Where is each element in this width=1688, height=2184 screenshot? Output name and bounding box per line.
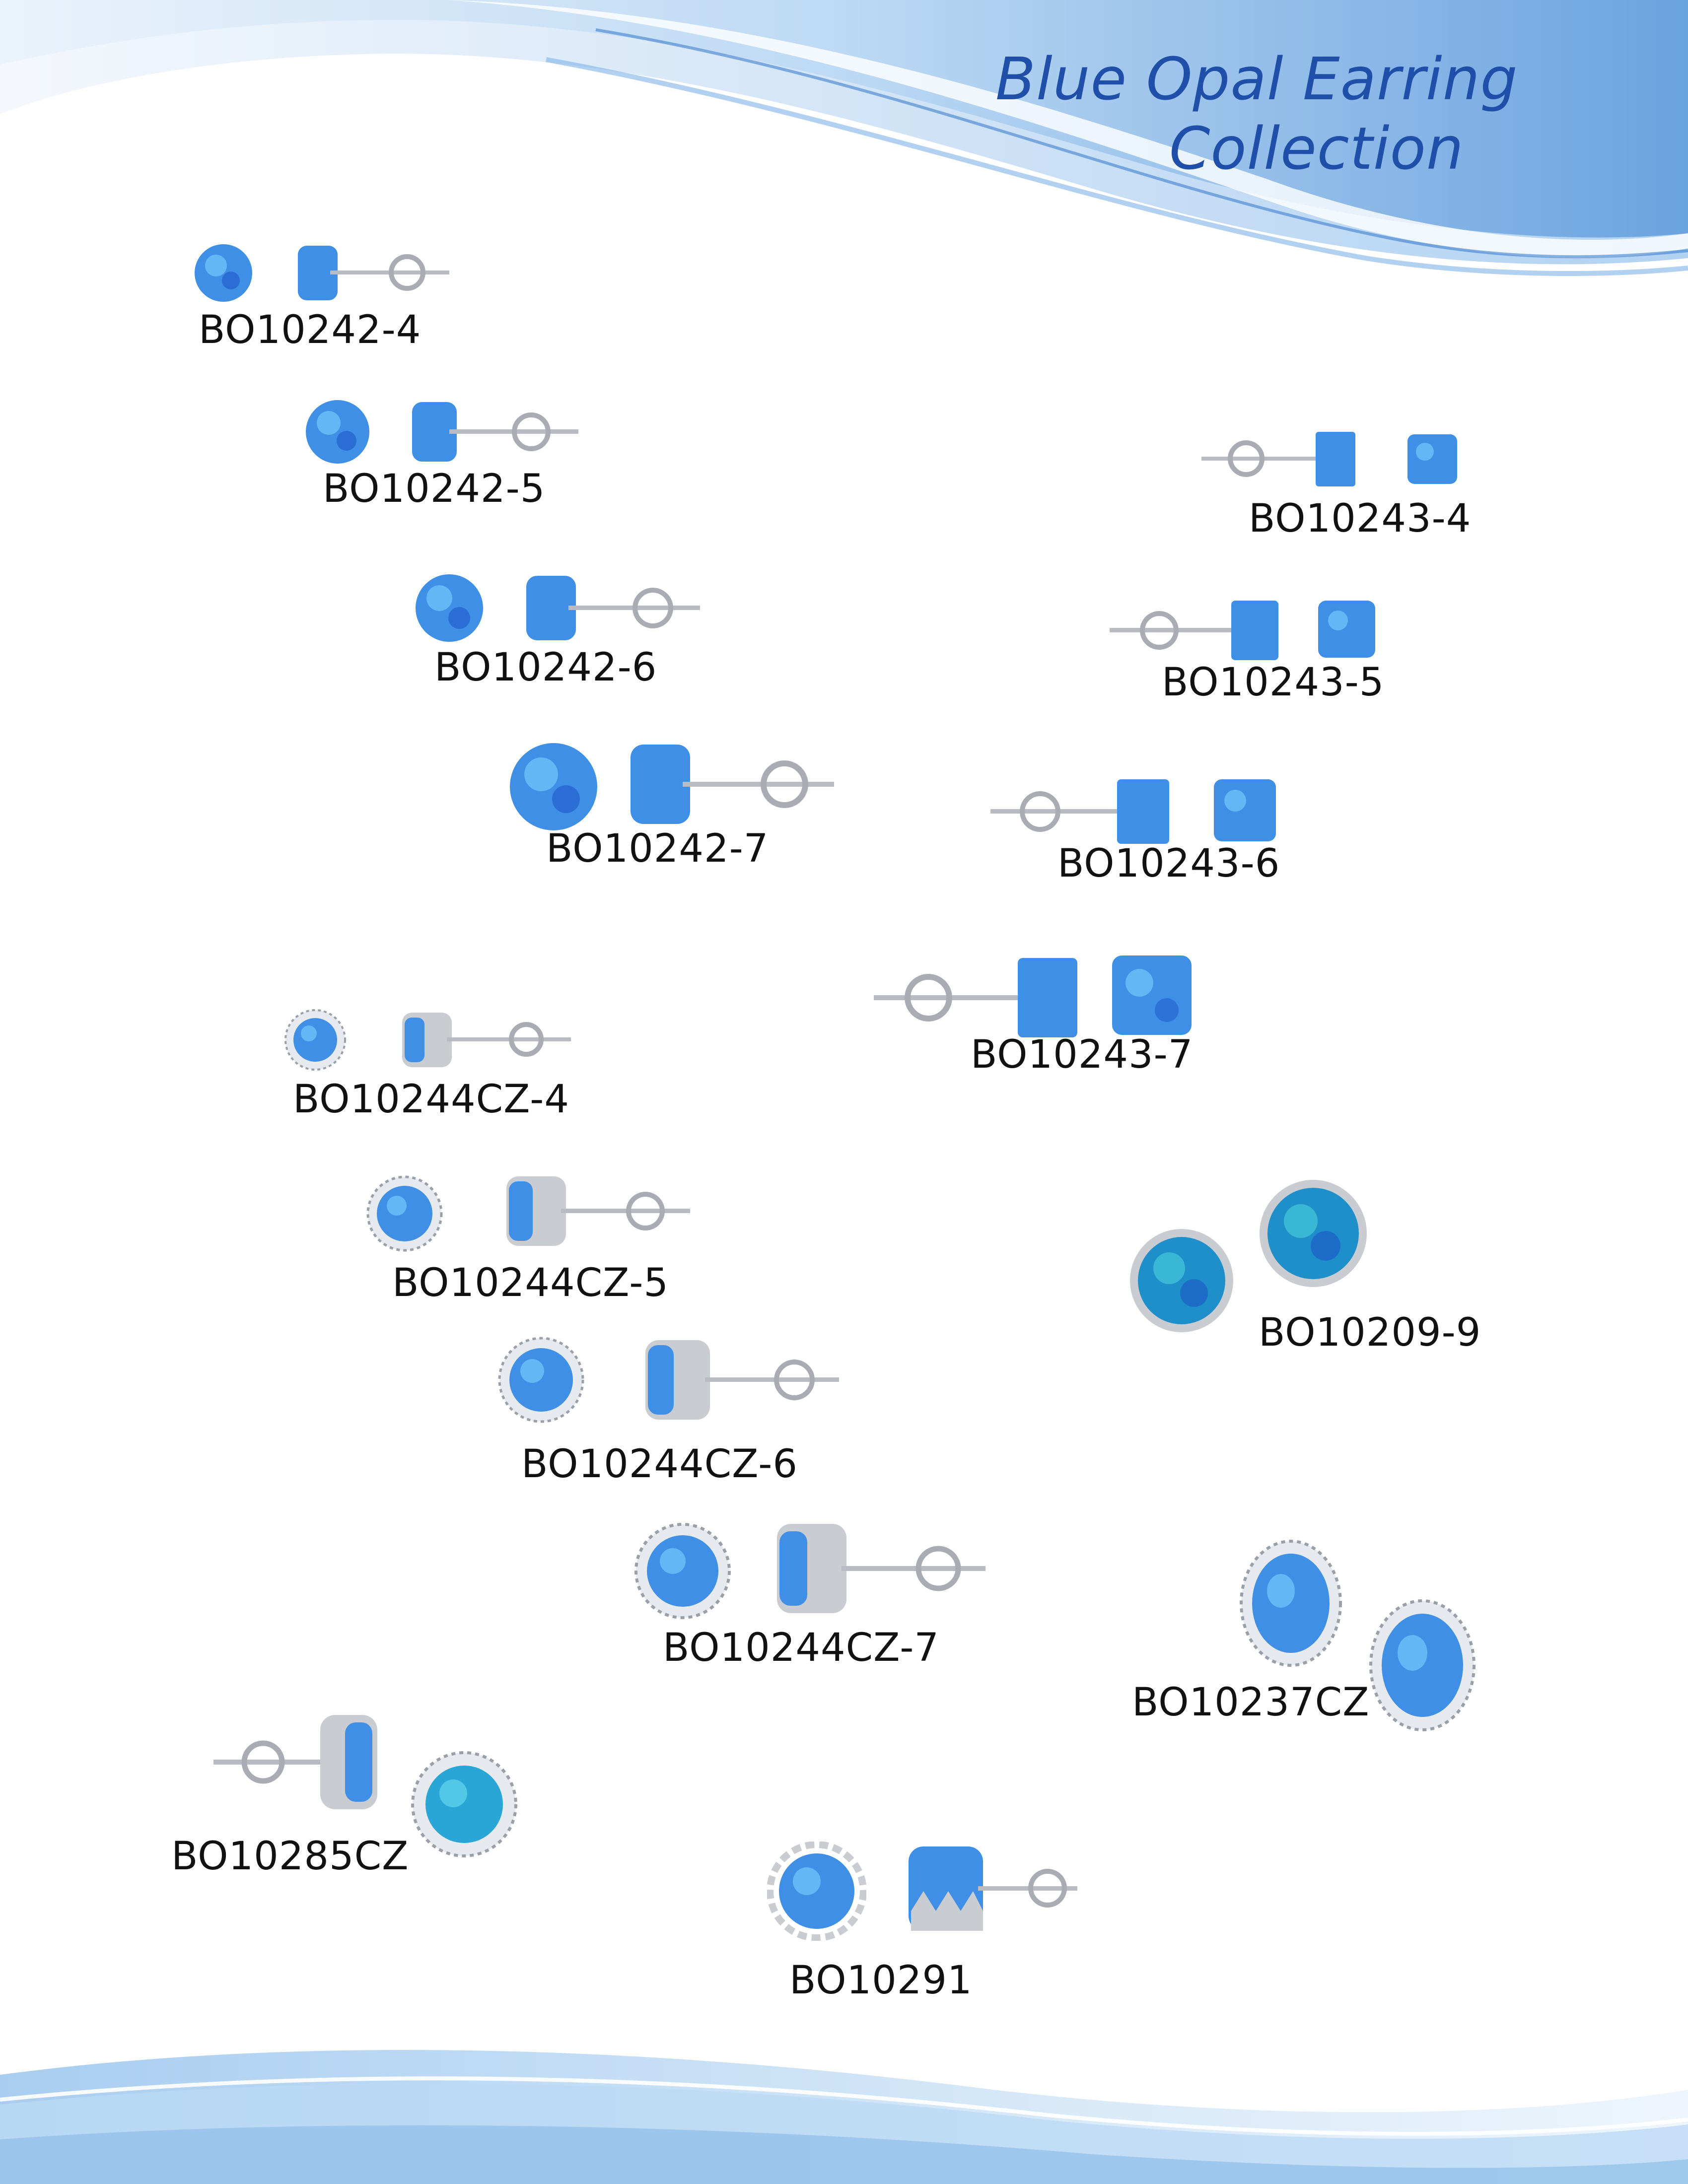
earring-front-image xyxy=(283,1008,348,1072)
earring-front-image xyxy=(633,1521,732,1621)
product-sku-label: BO10242-7 xyxy=(546,826,769,871)
page-title-line-2: Collection xyxy=(1169,114,1464,183)
earring-front-image xyxy=(191,241,256,305)
earring-front-image xyxy=(506,740,601,834)
earring-side-image xyxy=(501,1166,695,1256)
earring-side-image xyxy=(209,1707,382,1817)
product-sku-label: BO10244CZ-6 xyxy=(521,1442,798,1487)
product-sku-label: BO10291 xyxy=(789,1958,973,2003)
page-title-line-1: Blue Opal Earring xyxy=(995,45,1518,113)
earring-side-image xyxy=(293,236,457,310)
earring-front-image xyxy=(767,1842,866,1941)
product-sku-label: BO10242-6 xyxy=(434,645,657,690)
product-sku-label: BO10243-4 xyxy=(1249,496,1472,541)
earring-side-image xyxy=(904,1837,1082,1941)
earring-front-image xyxy=(1316,598,1378,660)
earring-side-image xyxy=(640,1330,844,1430)
earring-side-image xyxy=(772,1514,990,1623)
earring-side-image xyxy=(521,566,705,650)
earring-front-image xyxy=(1211,777,1278,844)
product-sku-label: BO10209-9 xyxy=(1259,1310,1481,1355)
product-sku-label: BO10243-6 xyxy=(1057,841,1280,886)
product-sku-label: BO10285CZ xyxy=(171,1834,409,1879)
earring-front-image xyxy=(412,571,487,645)
product-sku-label: BO10244CZ-5 xyxy=(392,1261,669,1305)
product-sku-label: BO10243-5 xyxy=(1162,660,1385,705)
earring-front-image xyxy=(410,1750,519,1859)
earring-back-image xyxy=(1368,1598,1477,1732)
earring-side-image xyxy=(626,735,839,834)
earring-front-image xyxy=(303,397,372,467)
product-sku-label: BO10242-4 xyxy=(199,308,422,352)
earring-front-image xyxy=(496,1335,586,1425)
earring-front-image xyxy=(1110,953,1194,1037)
bottom-wave-decoration xyxy=(0,1976,1688,2184)
earring-side-image xyxy=(397,1003,576,1077)
earring-front-image xyxy=(1405,432,1460,486)
earring-front-image xyxy=(365,1174,444,1253)
earring-front-image xyxy=(1127,1226,1236,1335)
product-sku-label: BO10244CZ-4 xyxy=(293,1077,569,1122)
earring-side-image xyxy=(1196,422,1360,496)
product-sku-label: BO10237CZ xyxy=(1132,1680,1370,1725)
product-sku-label: BO10244CZ-7 xyxy=(663,1626,939,1670)
product-sku-label: BO10242-5 xyxy=(323,467,546,511)
earring-side-image xyxy=(407,392,586,472)
earring-front-image xyxy=(1239,1539,1343,1668)
product-sku-label: BO10243-7 xyxy=(971,1032,1194,1077)
earring-back-image xyxy=(1256,1176,1370,1291)
earring-side-image xyxy=(1105,591,1283,670)
